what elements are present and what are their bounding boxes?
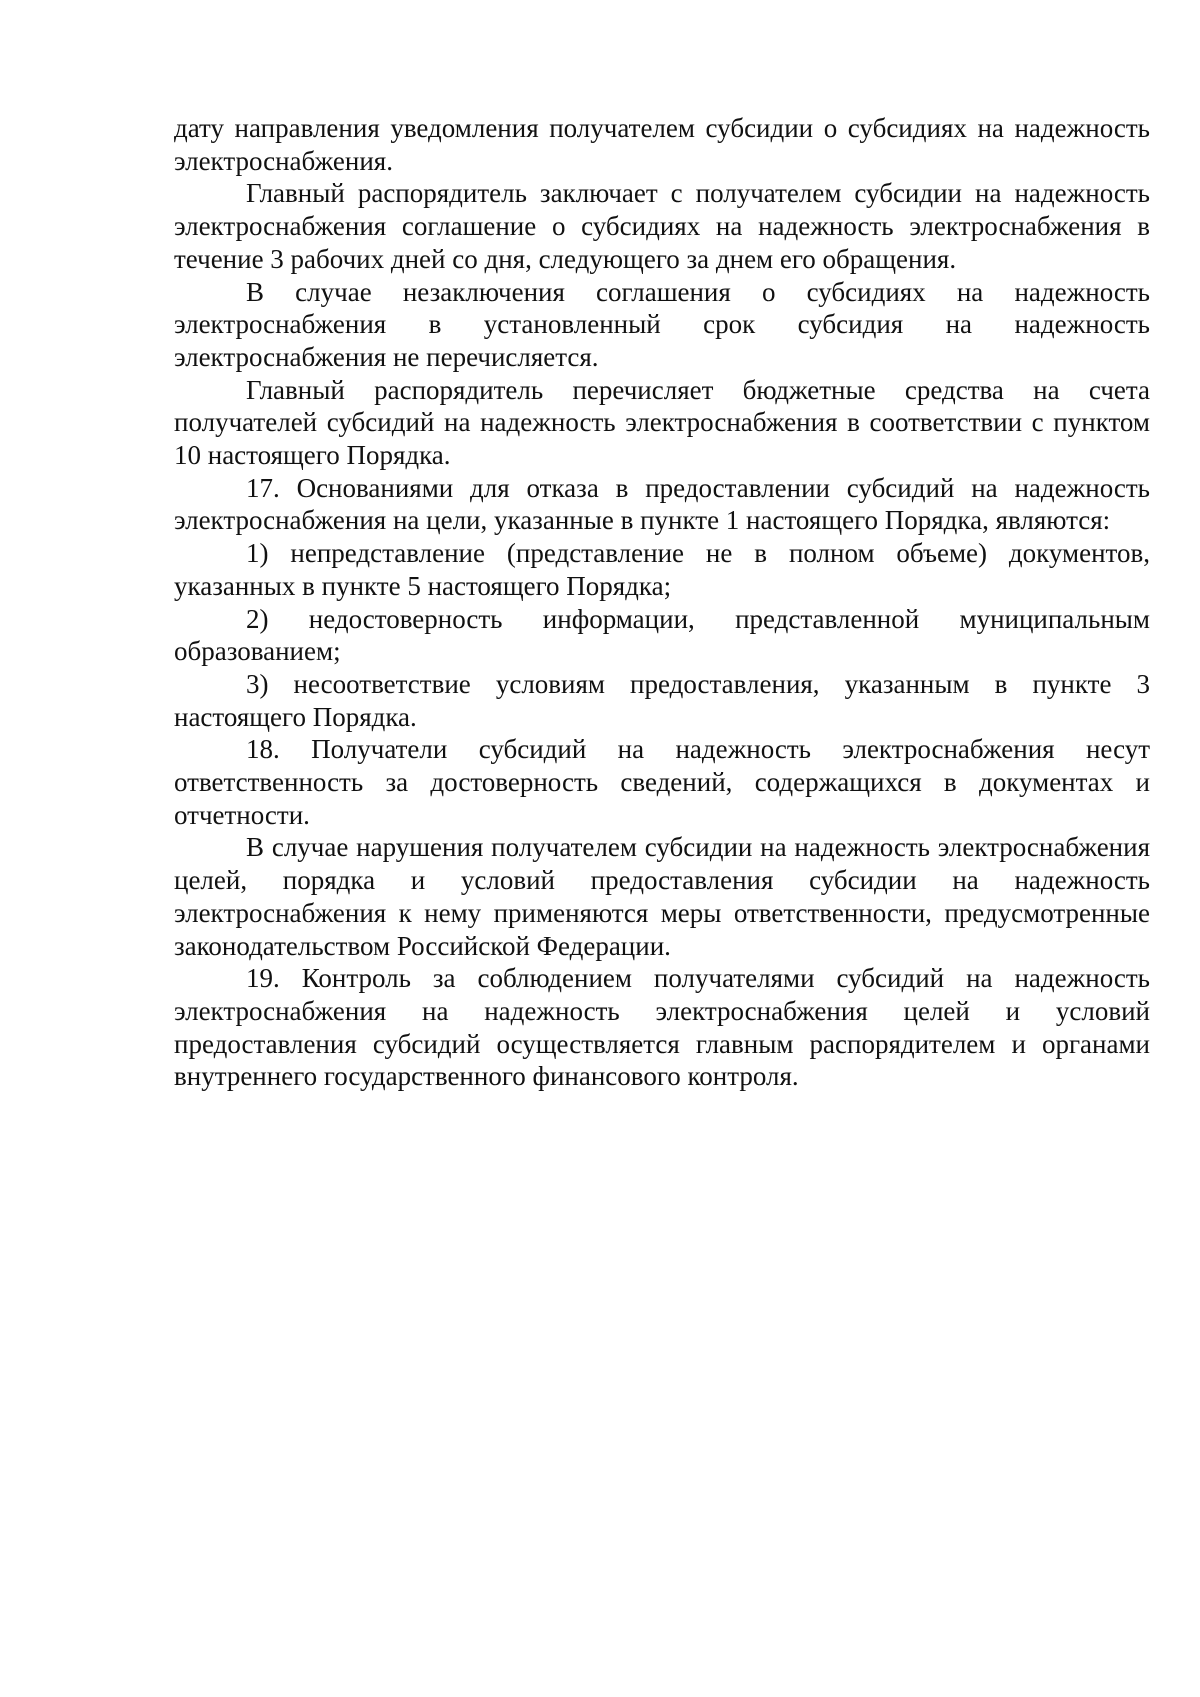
paragraph-5: В случае нарушения получателем субсидии на надежность электроснабжения целей, порядка и условий предоставления субсидии на надежность электроснабжения к нему применяются меры ответственности, предусмотренные законодательством Российской Федерации. <box>174 832 1150 961</box>
paragraph-item-17: 17. Основаниями для отказа в предоставлении субсидий на надежность электроснабжения на цели, указанные в пункте 1 настоящего Порядка, являются: <box>174 472 1150 536</box>
paragraph-subitem-3: 3) несоответствие условиям предоставления, указанным в пункте 3 настоящего Порядка. <box>174 668 1150 732</box>
paragraph-item-19: 19. Контроль за соблюдением получателями субсидий на надежность электроснабжения на надежность электроснабжения целей и условий предоставления субсидий осуществляется главным распорядителем и органами внутреннего государственного финансового контроля. <box>174 963 1150 1092</box>
paragraph-4: Главный распорядитель перечисляет бюджетные средства на счета получателей субсидий на надежность электроснабжения в соответствии с пунктом 10 настоящего Порядка. <box>174 374 1150 471</box>
paragraph-subitem-1: 1) непредставление (представление не в полном объеме) документов, указанных в пункте 5 настоящего Порядка; <box>174 538 1150 601</box>
paragraph-item-18: 18. Получатели субсидий на надежность электроснабжения несут ответственность за достоверность сведений, содержащихся в документах и отчетности. <box>174 734 1150 830</box>
document-page <box>174 112 1150 1093</box>
paragraph-1: дату направления уведомления получателем субсидии о субсидиях на надежность электроснабжения. <box>174 113 1150 176</box>
paragraph-subitem-2: 2) недостоверность информации, представленной муниципальным образованием; <box>174 603 1150 667</box>
paragraph-3: В случае незаключения соглашения о субсидиях на надежность электроснабжения в установленный срок субсидия на надежность электроснабжения не перечисляется. <box>174 276 1150 372</box>
paragraph-2: Главный распорядитель заключает с получателем субсидии на надежность электроснабжения соглашение о субсидиях на надежность электроснабжения в течение 3 рабочих дней со дня, следующего за днем его обращения. <box>174 178 1150 274</box>
